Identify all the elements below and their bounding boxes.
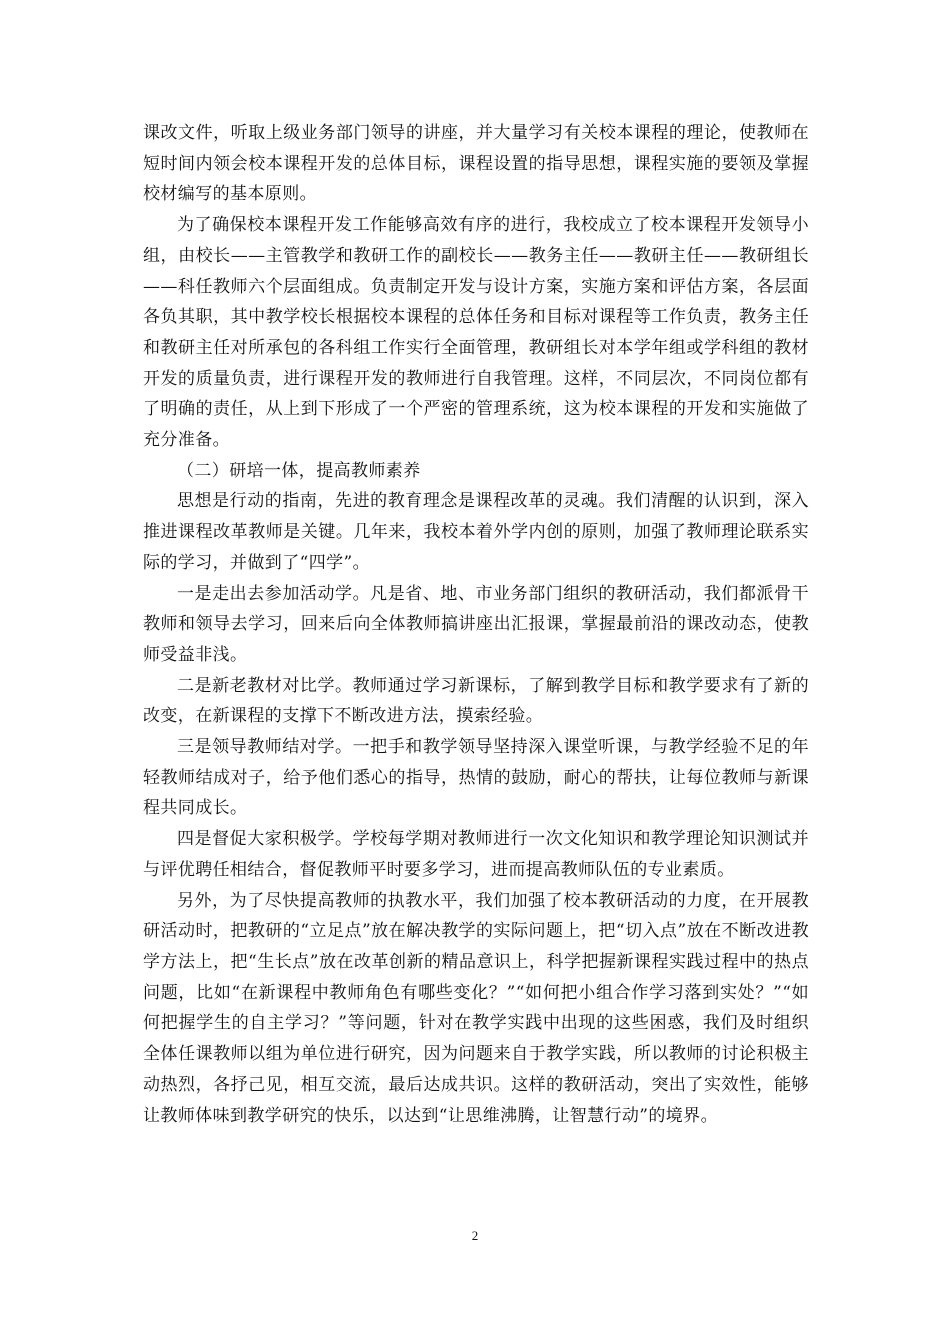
document-body <box>143 118 809 1131</box>
section-heading: （二）研培一体，提高教师素养 <box>177 460 421 481</box>
paragraph-leadership-group: 为了确保校本课程开发工作能够高效有序的进行，我校成立了校本课程开发领导小组，由校长——主管教学和教研工作的副校长——教务主任——教研主任——教研组长——科任教师六个层面组成。负责制定开发与设计方案，实施方案和评估方案，各层面各负其职，其中教学校长根据校本课程的总体任务和目标对课程等工作负责，教务主任和教研主任对所承包的各科组工作实行全面管理，教研组长对本学年组或学科组的教材开发的质量负责，进行课程开发的教师进行自我管理。这样，不同层次，不同岗位都有了明确的责任，从上到下形成了一个严密的管理系统，这为校本课程的开发和实施做了充分准备。 <box>143 215 809 451</box>
paragraph-third-learning: 三是领导教师结对学。一把手和教学领导坚持深入课堂听课，与教学经验不足的年轻教师结成对子，给予他们悉心的指导，热情的鼓励，耐心的帮扶，让每位教师与新课程共同成长。 <box>143 737 809 819</box>
paragraph-first-learning: 一是走出去参加活动学。凡是省、地、市业务部门组织的教研活动，我们都派骨干教师和领导去学习，回来后向全体教师搞讲座出汇报课，掌握最前沿的课改动态，使教师受益非浅。 <box>143 583 809 665</box>
paragraph-four-learnings: 思想是行动的指南，先进的教育理念是课程改革的灵魂。我们清醒的认识到，深入推进课程改革教师是关键。几年来，我校本着外学内创的原则，加强了教师理论联系实际的学习，并做到了“四学”。 <box>143 491 809 573</box>
paragraph-second-learning: 二是新老教材对比学。教师通过学习新课标，了解到教学目标和教学要求有了新的改变，在新课程的支撑下不断改进方法，摸索经验。 <box>143 675 809 727</box>
paragraph-fourth-learning: 四是督促大家积极学。学校每学期对教师进行一次文化知识和教学理论知识测试并与评优聘任相结合，督促教师平时要多学习，进而提高教师队伍的专业素质。 <box>143 829 809 880</box>
paragraph-continuation: 课改文件，听取上级业务部门领导的讲座，并大量学习有关校本课程的理论，使教师在短时间内领会校本课程开发的总体目标，课程设置的指导思想，课程实施的要领及掌握校材编写的基本原则。 <box>143 123 809 205</box>
paragraph-teaching-research: 另外，为了尽快提高教师的执教水平，我们加强了校本教研活动的力度，在开展教研活动时，把教研的“立足点”放在解决教学的实际问题上，把“切入点”放在不断改进教学方法上，把“生长点”放在改革创新的精品意识上，科学把握新课程实践过程中的热点问题，比如“在新课程中教师角色有哪些变化？”“如何把小组合作学习落到实处？”“如何把握学生的自主学习？”等问题，针对在教学实践中出现的这些困惑，我们及时组织全体任课教师以组为单位进行研究，因为问题来自于教学实践，所以教师的讨论积极主动热烈，各抒己见，相互交流，最后达成共识。这样的教研活动，突出了实效性，能够让教师体味到教学研究的快乐，以达到“让思维沸腾，让智慧行动”的境界。 <box>143 890 809 1126</box>
page-number: 2 <box>471 1228 479 1243</box>
